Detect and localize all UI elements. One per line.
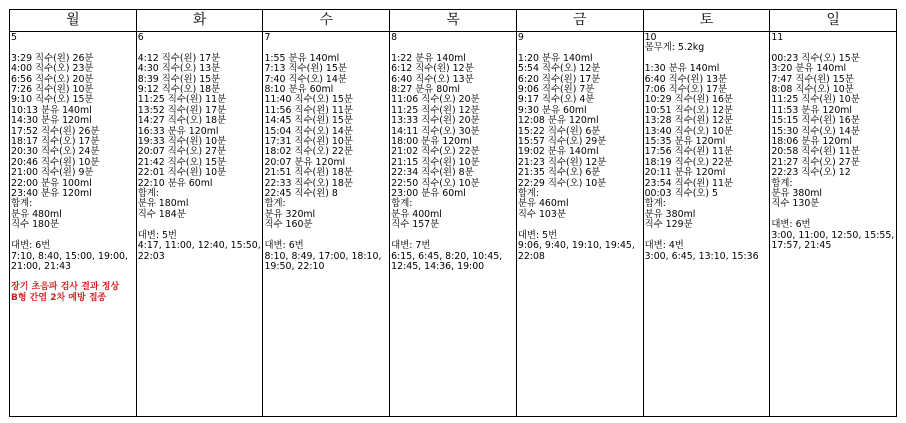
feeding-entry: 10:51 직수(오) 12분 xyxy=(644,104,734,116)
feeding-entry: 7:13 직수(왼) 15분 xyxy=(264,63,347,75)
day-cells-row xyxy=(10,32,896,416)
summary-line: 직수 160분 xyxy=(264,219,313,231)
summary-line: 분유 180ml xyxy=(137,198,189,210)
summary-line: 분유 480ml xyxy=(11,208,62,220)
summary-line: 분유 460ml xyxy=(517,198,569,210)
feeding-entry: 6:12 직수(왼) 12분 xyxy=(391,63,474,75)
feeding-entry: 11:56 직수(왼) 11분 xyxy=(264,104,353,116)
summary-line: 합계: xyxy=(517,188,540,200)
weekday-header-sun: 일 xyxy=(826,12,840,28)
stool-count: 대변: 5번 xyxy=(517,229,558,241)
summary-line: 직수 129분 xyxy=(644,219,693,231)
feeding-entry: 22:50 직수(오) 10분 xyxy=(391,177,480,189)
day-date: 6 xyxy=(137,32,144,43)
feeding-entry: 9:30 분유 60ml xyxy=(517,104,587,116)
feeding-entry: 18:02 직수(오) 22분 xyxy=(264,146,353,158)
feeding-entry: 4:30 직수(오) 13분 xyxy=(137,63,221,75)
summary-line: 직수 130분 xyxy=(771,198,820,210)
feeding-entry: 1:55 분유 140ml xyxy=(264,52,340,64)
stool-count: 대변: 5번 xyxy=(137,229,177,241)
feeding-entry: 21:02 직수(오) 22분 xyxy=(391,146,480,158)
stool-times: 8:10, 8:49, 17:00, 18:10, 19:50, 22:10 xyxy=(264,250,382,272)
feeding-entry: 14:11 직수(오) 30분 xyxy=(391,125,480,137)
weekly-calendar xyxy=(9,9,897,417)
summary-line: 분유 380ml xyxy=(771,188,823,200)
feeding-entry: 18:17 직수(오) 17분 xyxy=(11,136,100,148)
feeding-entry: 8:27 분유 80ml xyxy=(391,84,460,96)
feeding-entry: 21:51 직수(왼) 18분 xyxy=(264,167,353,179)
feeding-entry: 5:54 직수(오) 12분 xyxy=(517,63,601,75)
summary-line: 직수 180분 xyxy=(11,219,60,231)
feeding-entry: 21:15 직수(왼) 10분 xyxy=(391,156,480,168)
stool-count: 대변: 4번 xyxy=(644,240,684,252)
day-date: 10 xyxy=(644,32,657,43)
weekday-header-thu: 목 xyxy=(390,10,517,31)
feeding-entry: 6:56 직수(오) 20분 xyxy=(11,73,94,85)
stool-count: 대변: 6번 xyxy=(11,240,51,252)
summary-line: 직수 184분 xyxy=(137,208,186,220)
feeding-entry: 15:35 분유 120ml xyxy=(644,136,726,148)
feeding-entry: 21:23 직수(왼) 12분 xyxy=(517,156,607,168)
feeding-entry: 11:06 직수(오) 20분 xyxy=(391,94,480,106)
day-cell-sat xyxy=(644,32,771,416)
weight-entry: 몸무게: 5.2kg xyxy=(644,42,705,54)
summary-line: 합계: xyxy=(137,188,159,200)
feeding-entry: 21:42 직수(오) 15분 xyxy=(137,156,227,168)
feeding-entry: 13:40 직수(오) 10분 xyxy=(644,125,734,137)
feeding-entry: 17:31 직수(왼) 10분 xyxy=(264,136,353,148)
stool-times: 7:10, 8:40, 15:00, 19:00, 21:00, 21:43 xyxy=(11,250,128,272)
feeding-entry: 14:45 직수(왼) 15분 xyxy=(264,115,353,127)
feeding-entry: 3:29 직수(왼) 26분 xyxy=(11,52,94,64)
feeding-entry: 21:27 직수(오) 27분 xyxy=(771,156,860,168)
feeding-entry: 22:01 직수(왼) 10분 xyxy=(137,167,227,179)
feeding-entry: 7:26 직수(왼) 10분 xyxy=(11,84,94,96)
weekday-header-mon: 월 xyxy=(10,10,137,31)
summary-line: 직수 103분 xyxy=(517,208,566,220)
feeding-entry: 11:25 직수(왼) 10분 xyxy=(771,94,860,106)
feeding-entry: 15:57 직수(오) 29분 xyxy=(517,136,607,148)
feeding-entry: 9:12 직수(오) 18분 xyxy=(137,84,221,96)
feeding-entry: 18:19 직수(오) 22분 xyxy=(644,156,734,168)
feeding-entry: 12:08 분유 120ml xyxy=(517,115,599,127)
feeding-entry: 22:00 분유 100ml xyxy=(11,177,92,189)
weekday-header-sat: 토 xyxy=(644,10,771,31)
stool-count: 대변: 6번 xyxy=(771,219,811,231)
weekday-header-tue: 화 xyxy=(137,10,264,31)
summary-line: 분유 380ml xyxy=(644,208,696,220)
summary-line: 직수 157분 xyxy=(391,219,440,231)
feeding-entry: 15:04 직수(오) 14분 xyxy=(264,125,353,137)
feeding-entry: 19:02 분유 140ml xyxy=(517,146,599,158)
feeding-entry: 11:25 직수(왼) 12분 xyxy=(391,104,480,116)
day-date: 7 xyxy=(264,32,271,43)
feeding-entry: 22:34 직수(왼) 8분 xyxy=(391,167,474,179)
feeding-entry: 9:10 직수(오) 15분 xyxy=(11,94,94,106)
feeding-entry: 8:08 직수(오) 10분 xyxy=(771,84,854,96)
day-cell-sun xyxy=(770,32,896,416)
feeding-entry: 3:20 분유 140ml xyxy=(771,63,847,75)
medical-note: B형 간염 2차 예방 접종 xyxy=(11,292,107,303)
stool-times: 4:17, 11:00, 12:40, 15:50, 22:03 xyxy=(137,240,261,262)
feeding-entry: 18:06 분유 120ml xyxy=(771,136,853,148)
feeding-entry: 14:30 분유 120ml xyxy=(11,115,92,127)
feeding-entry: 13:28 직수(왼) 12분 xyxy=(644,115,734,127)
feeding-entry: 16:33 분유 120ml xyxy=(137,125,219,137)
day-cell-tue xyxy=(137,32,264,416)
feeding-entry: 20:58 직수(왼) 11분 xyxy=(771,146,860,158)
feeding-entry: 13:33 직수(왼) 20분 xyxy=(391,115,480,127)
feeding-entry: 21:00 직수(왼) 9분 xyxy=(11,167,94,179)
day-date: 11 xyxy=(771,32,784,43)
feeding-entry: 19:33 직수(왼) 10분 xyxy=(137,136,227,148)
feeding-entry: 20:07 직수(오) 27분 xyxy=(137,146,227,158)
feeding-entry: 17:56 직수(왼) 11분 xyxy=(644,146,734,158)
stool-times: 3:00, 6:45, 13:10, 15:36 xyxy=(644,250,759,262)
feeding-entry: 1:20 분유 140ml xyxy=(517,52,593,64)
feeding-entry: 6:40 직수(오) 13분 xyxy=(391,73,474,85)
day-date: 9 xyxy=(517,32,524,43)
feeding-entry: 6:20 직수(왼) 17분 xyxy=(517,73,601,85)
stool-times: 6:15, 6:45, 8:20, 10:45, 12:45, 14:36, 19:00 xyxy=(391,250,503,272)
stool-count: 대변: 6번 xyxy=(264,240,304,252)
feeding-entry: 8:39 직수(왼) 15분 xyxy=(137,73,221,85)
day-cell-wed xyxy=(263,32,390,416)
day-cell-thu xyxy=(390,32,517,416)
feeding-entry: 4:00 직수(오) 23분 xyxy=(11,63,94,75)
feeding-entry: 22:45 직수(왼) 8 xyxy=(264,188,338,200)
feeding-entry: 20:46 직수(왼) 10분 xyxy=(11,156,100,168)
feeding-entry: 20:07 분유 120ml xyxy=(264,156,346,168)
feeding-entry: 15:15 직수(왼) 16분 xyxy=(771,115,860,127)
feeding-entry: 20:30 직수(오) 24분 xyxy=(11,146,100,158)
feeding-entry: 11:25 직수(왼) 11분 xyxy=(137,94,227,106)
weekday-header-wed: 수 xyxy=(263,10,390,31)
feeding-entry: 23:40 분유 120ml xyxy=(11,188,92,200)
summary-line: 분유 320ml xyxy=(264,208,316,220)
feeding-entry: 14:27 직수(오) 18분 xyxy=(137,115,227,127)
summary-line: 합계: xyxy=(644,198,666,210)
feeding-entry: 7:47 직수(왼) 15분 xyxy=(771,73,854,85)
feeding-entry: 11:53 분유 120ml xyxy=(771,104,853,116)
weekday-header-row xyxy=(10,10,896,32)
feeding-entry: 1:30 분유 140ml xyxy=(644,63,720,75)
feeding-entry: 23:54 직수(왼) 11분 xyxy=(644,177,734,189)
feeding-entry: 4:12 직수(왼) 17분 xyxy=(137,52,221,64)
feeding-entry: 17:52 직수(왼) 26분 xyxy=(11,125,100,137)
day-date: 8 xyxy=(391,32,398,43)
feeding-entry: 22:29 직수(오) 10분 xyxy=(517,177,607,189)
feeding-entry: 00:03 직수(오) 5 xyxy=(644,188,719,200)
summary-line: 합계: xyxy=(11,198,33,210)
feeding-entry: 11:40 직수(오) 15분 xyxy=(264,94,353,106)
summary-line: 합계: xyxy=(391,198,413,210)
feeding-entry: 15:30 직수(오) 14분 xyxy=(771,125,860,137)
feeding-entry: 13:52 직수(왼) 17분 xyxy=(137,104,227,116)
summary-line: 합계: xyxy=(264,198,286,210)
medical-note: 장기 초음파 검사 결과 정상 xyxy=(11,282,120,293)
feeding-entry: 7:40 직수(오) 14분 xyxy=(264,73,347,85)
feeding-entry: 6:40 직수(왼) 13분 xyxy=(644,73,728,85)
feeding-entry: 9:06 직수(왼) 7분 xyxy=(517,84,595,96)
feeding-entry: 18:00 분유 120ml xyxy=(391,136,472,148)
day-cell-mon xyxy=(10,32,137,416)
feeding-entry: 21:35 직수(오) 6분 xyxy=(517,167,601,179)
feeding-entry: 10:13 분유 140ml xyxy=(11,104,92,116)
stool-times: 9:06, 9:40, 19:10, 19:45, 22:08 xyxy=(517,240,635,262)
feeding-entry: 8:10 분유 60ml xyxy=(264,84,334,96)
feeding-entry: 20:11 분유 120ml xyxy=(644,167,726,179)
stool-times: 3:00, 11:00, 12:50, 15:55, 17:57, 21:45 xyxy=(771,229,895,252)
summary-line: 합계: xyxy=(771,177,793,189)
weekday-header-fri: 금 xyxy=(517,10,644,31)
day-cell-fri xyxy=(517,32,644,416)
feeding-entry: 7:06 직수(오) 17분 xyxy=(644,84,728,96)
feeding-entry: 00:23 직수(오) 15분 xyxy=(771,52,860,64)
feeding-entry: 9:17 직수(오) 4분 xyxy=(517,94,595,106)
feeding-entry: 15:22 직수(왼) 6분 xyxy=(517,125,601,137)
feeding-entry: 23:00 분유 60ml xyxy=(391,188,466,200)
feeding-entry: 1:22 분유 140ml xyxy=(391,52,466,64)
stool-count: 대변: 7번 xyxy=(391,240,431,252)
feeding-entry: 22:23 직수(오) 12 xyxy=(771,167,851,179)
feeding-entry: 10:29 직수(왼) 16분 xyxy=(644,94,734,106)
feeding-entry: 22:10 분유 60ml xyxy=(137,177,213,189)
feeding-entry: 22:33 직수(오) 18분 xyxy=(264,177,353,189)
day-date: 5 xyxy=(11,32,17,43)
summary-line: 분유 400ml xyxy=(391,208,442,220)
